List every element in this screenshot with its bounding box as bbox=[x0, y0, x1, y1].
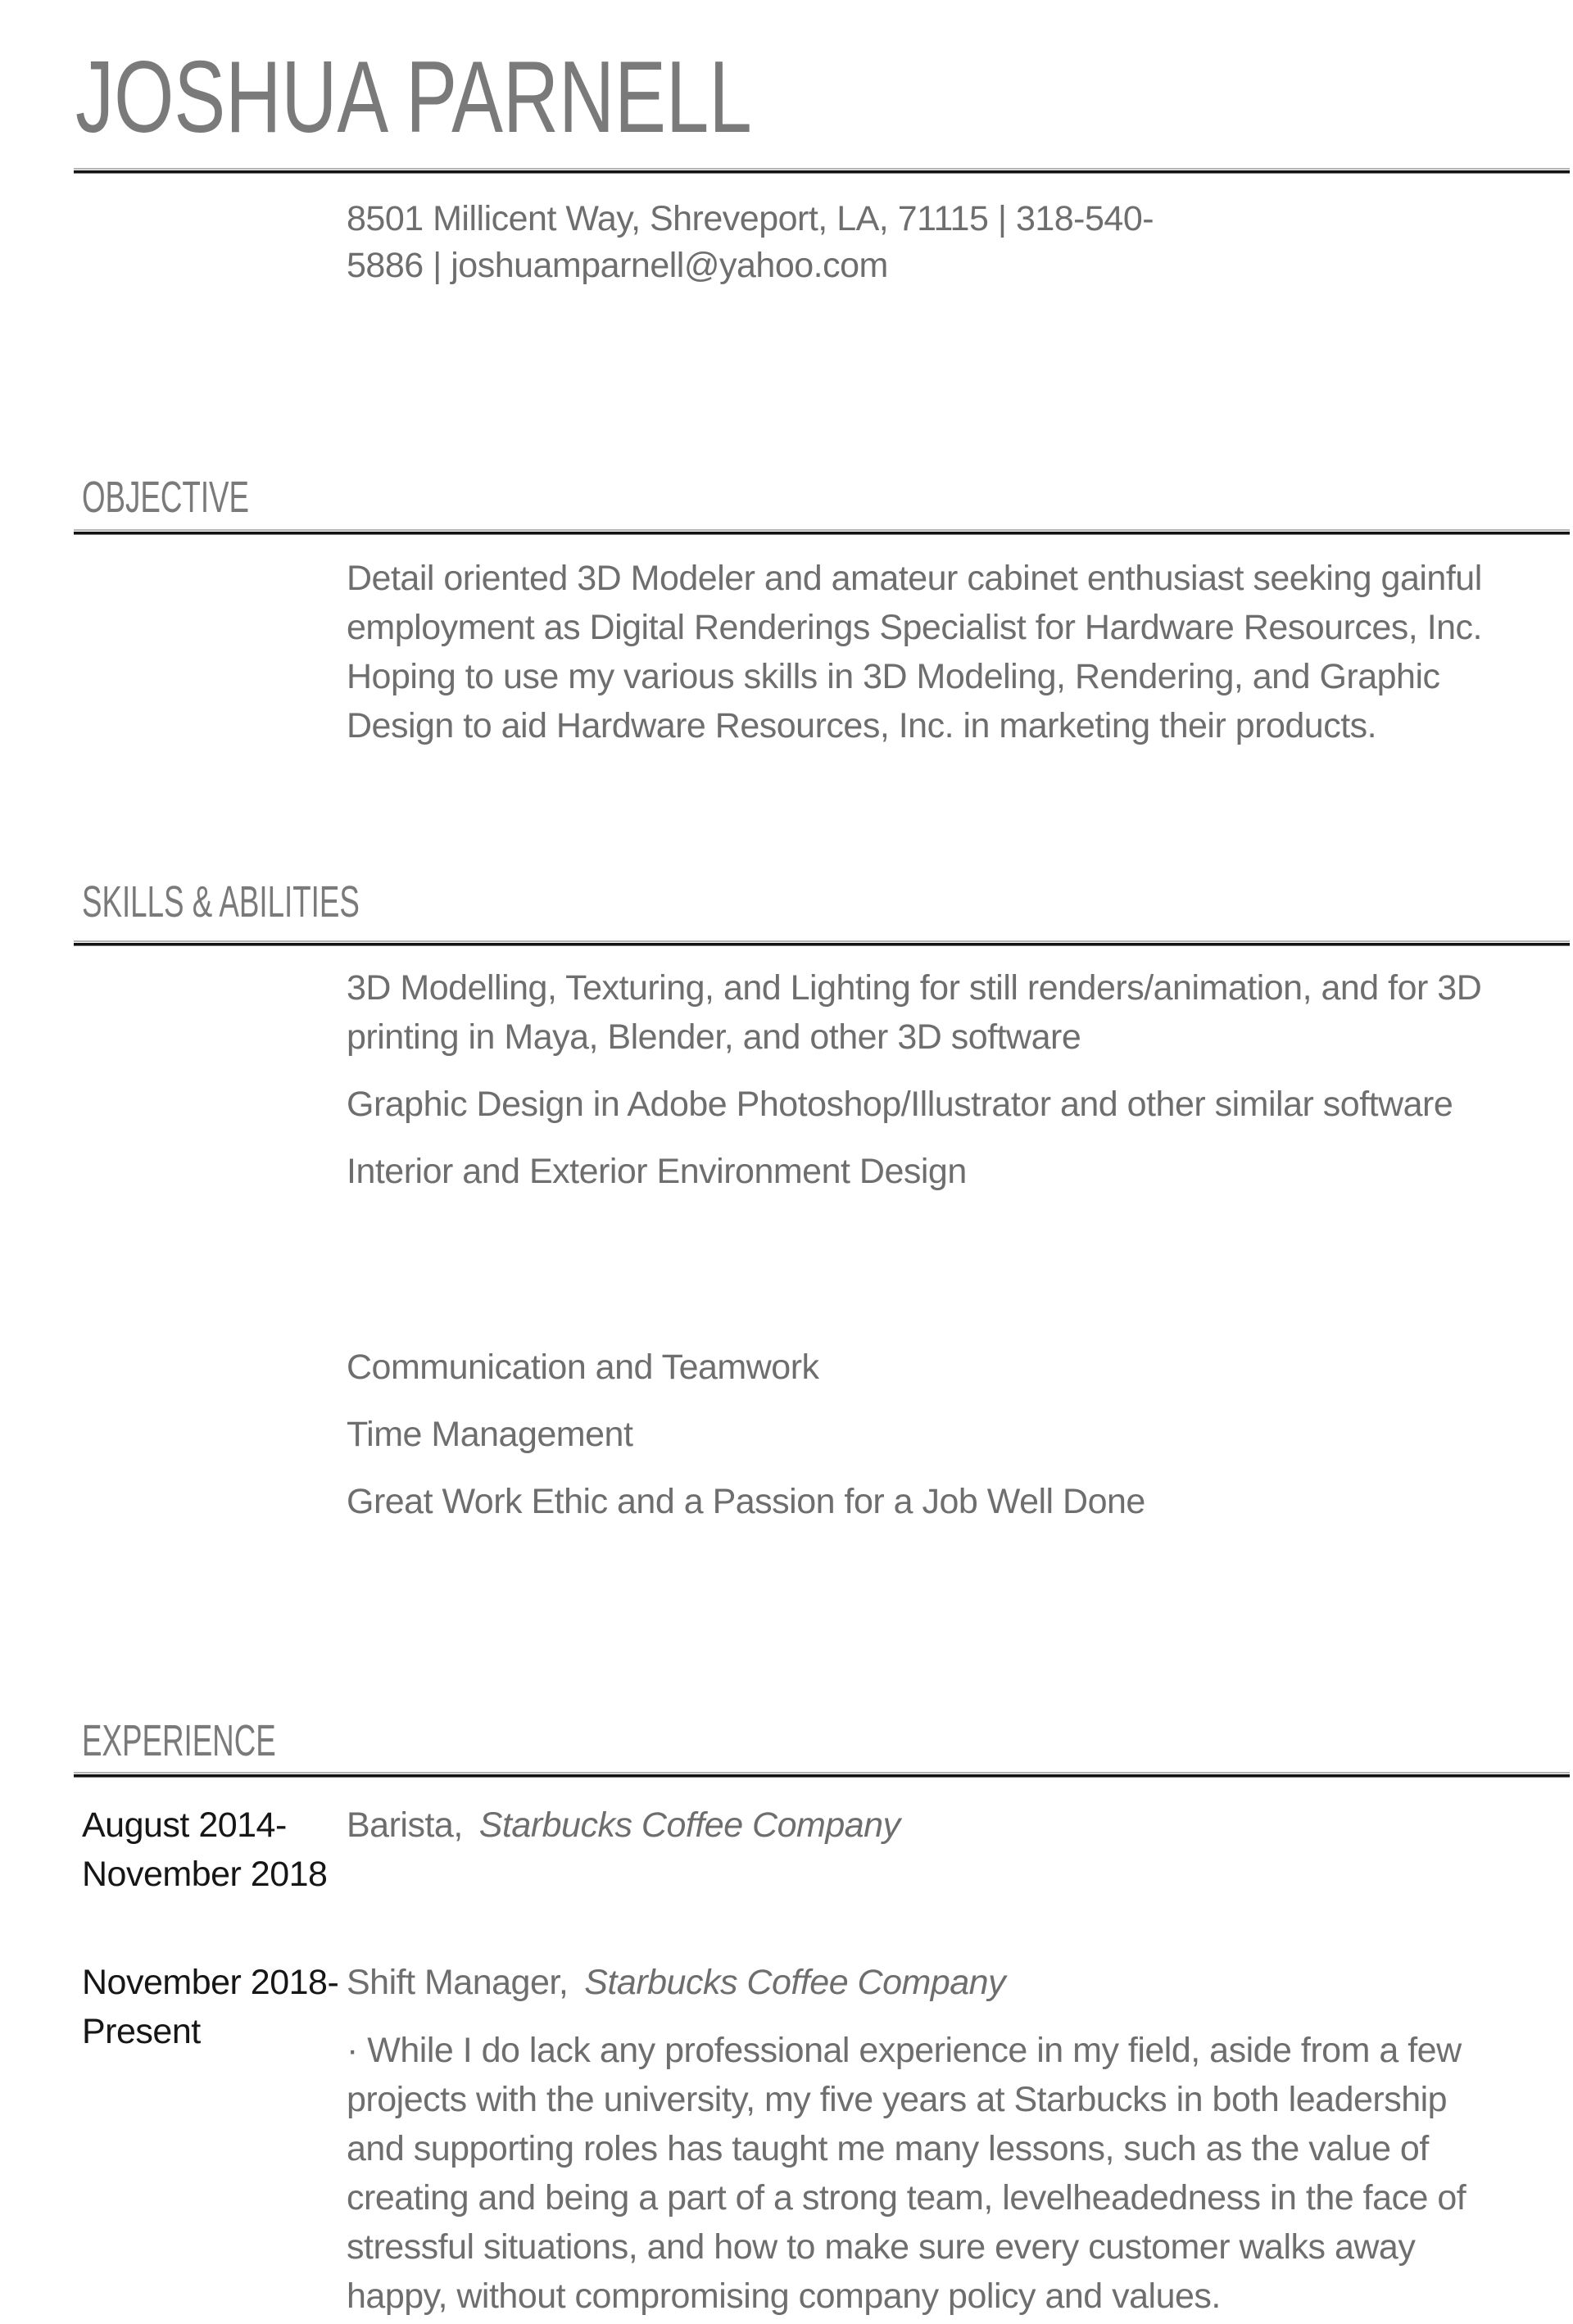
entry-company: Starbucks Coffee Company bbox=[478, 1805, 900, 1845]
contact-info bbox=[347, 196, 1154, 289]
entry-dates bbox=[82, 1958, 339, 2056]
entry-title-row bbox=[347, 1958, 1518, 2007]
skill-item-environment-design bbox=[347, 1147, 1481, 1196]
objective-paragraph bbox=[347, 554, 1482, 750]
objective-heading-text: OBJECTIVE bbox=[82, 473, 250, 522]
text-line: Present bbox=[82, 2012, 201, 2051]
resume-name bbox=[75, 41, 966, 154]
header-divider-rule bbox=[74, 168, 1570, 174]
experience-divider-rule bbox=[74, 1772, 1570, 1778]
text-line: 5886 | joshuamparnell@yahoo.com bbox=[347, 246, 888, 285]
entry-bullet-paragraph bbox=[347, 2026, 1518, 2321]
text-line: November 2018 bbox=[82, 1855, 328, 1894]
experience-heading bbox=[82, 1716, 367, 1765]
skills-technical-group bbox=[347, 963, 1481, 1214]
text-line: Time Management bbox=[347, 1415, 633, 1454]
skills-heading-text: SKILLS & ABILITIES bbox=[82, 877, 360, 926]
skill-item-3d-modelling bbox=[347, 963, 1481, 1062]
text-line: creating and being a part of a strong team, levelheadedness in the face of bbox=[347, 2178, 1466, 2218]
text-line: August 2014- bbox=[82, 1805, 287, 1845]
entry-title-row bbox=[347, 1801, 1518, 1850]
text-line: Interior and Exterior Environment Design bbox=[347, 1152, 967, 1191]
text-line: projects with the university, my five years at Starbucks in both leadership bbox=[347, 2080, 1448, 2119]
skills-soft-group bbox=[347, 1343, 1145, 1544]
entry-dates bbox=[82, 1801, 336, 1899]
text-line: Graphic Design in Adobe Photoshop/Illustrator and other similar software bbox=[347, 1085, 1453, 1124]
skill-item-communication bbox=[347, 1343, 1145, 1392]
text-line: stressful situations, and how to make sure every customer walks away bbox=[347, 2227, 1416, 2267]
text-line: 3D Modelling, Texturing, and Lighting for still renders/animation, and for 3D bbox=[347, 968, 1482, 1008]
text-line: 8501 Millicent Way, Shreveport, LA, 71115 | 318-540- bbox=[347, 199, 1154, 238]
experience-heading-text: EXPERIENCE bbox=[82, 1716, 276, 1765]
skills-heading bbox=[82, 877, 490, 926]
resume-name-text: JOSHUA PARNELL bbox=[75, 41, 752, 154]
text-line: employment as Digital Renderings Specialist for Hardware Resources, Inc. bbox=[347, 608, 1483, 647]
text-line: Communication and Teamwork bbox=[347, 1348, 819, 1387]
text-line: printing in Maya, Blender, and other 3D software bbox=[347, 1017, 1081, 1057]
text-line: Design to aid Hardware Resources, Inc. in marketing their products. bbox=[347, 706, 1377, 745]
entry-job-title: Barista, bbox=[347, 1805, 463, 1845]
entry-body bbox=[347, 1958, 1518, 2321]
text-line: Hoping to use my various skills in 3D Modeling, Rendering, and Graphic bbox=[347, 657, 1440, 696]
objective-divider-rule bbox=[74, 529, 1570, 536]
entry-body bbox=[347, 1801, 1518, 1850]
text-line: · While I do lack any professional experience in my field, aside from a few bbox=[347, 2031, 1462, 2070]
skill-item-work-ethic bbox=[347, 1477, 1145, 1526]
text-line: and supporting roles has taught me many lessons, such as the value of bbox=[347, 2129, 1429, 2168]
skill-item-graphic-design bbox=[347, 1080, 1481, 1129]
text-line: Detail oriented 3D Modeler and amateur cabinet enthusiast seeking gainful bbox=[347, 559, 1482, 598]
text-line: November 2018- bbox=[82, 1963, 339, 2002]
entry-company: Starbucks Coffee Company bbox=[584, 1963, 1006, 2002]
skills-divider-rule bbox=[74, 940, 1570, 947]
skill-item-time-management bbox=[347, 1410, 1145, 1459]
text-line: happy, without compromising company policy and values. bbox=[347, 2276, 1221, 2316]
objective-heading bbox=[82, 473, 328, 522]
entry-job-title: Shift Manager, bbox=[347, 1963, 569, 2002]
text-line: Great Work Ethic and a Passion for a Job Well Done bbox=[347, 1482, 1145, 1521]
